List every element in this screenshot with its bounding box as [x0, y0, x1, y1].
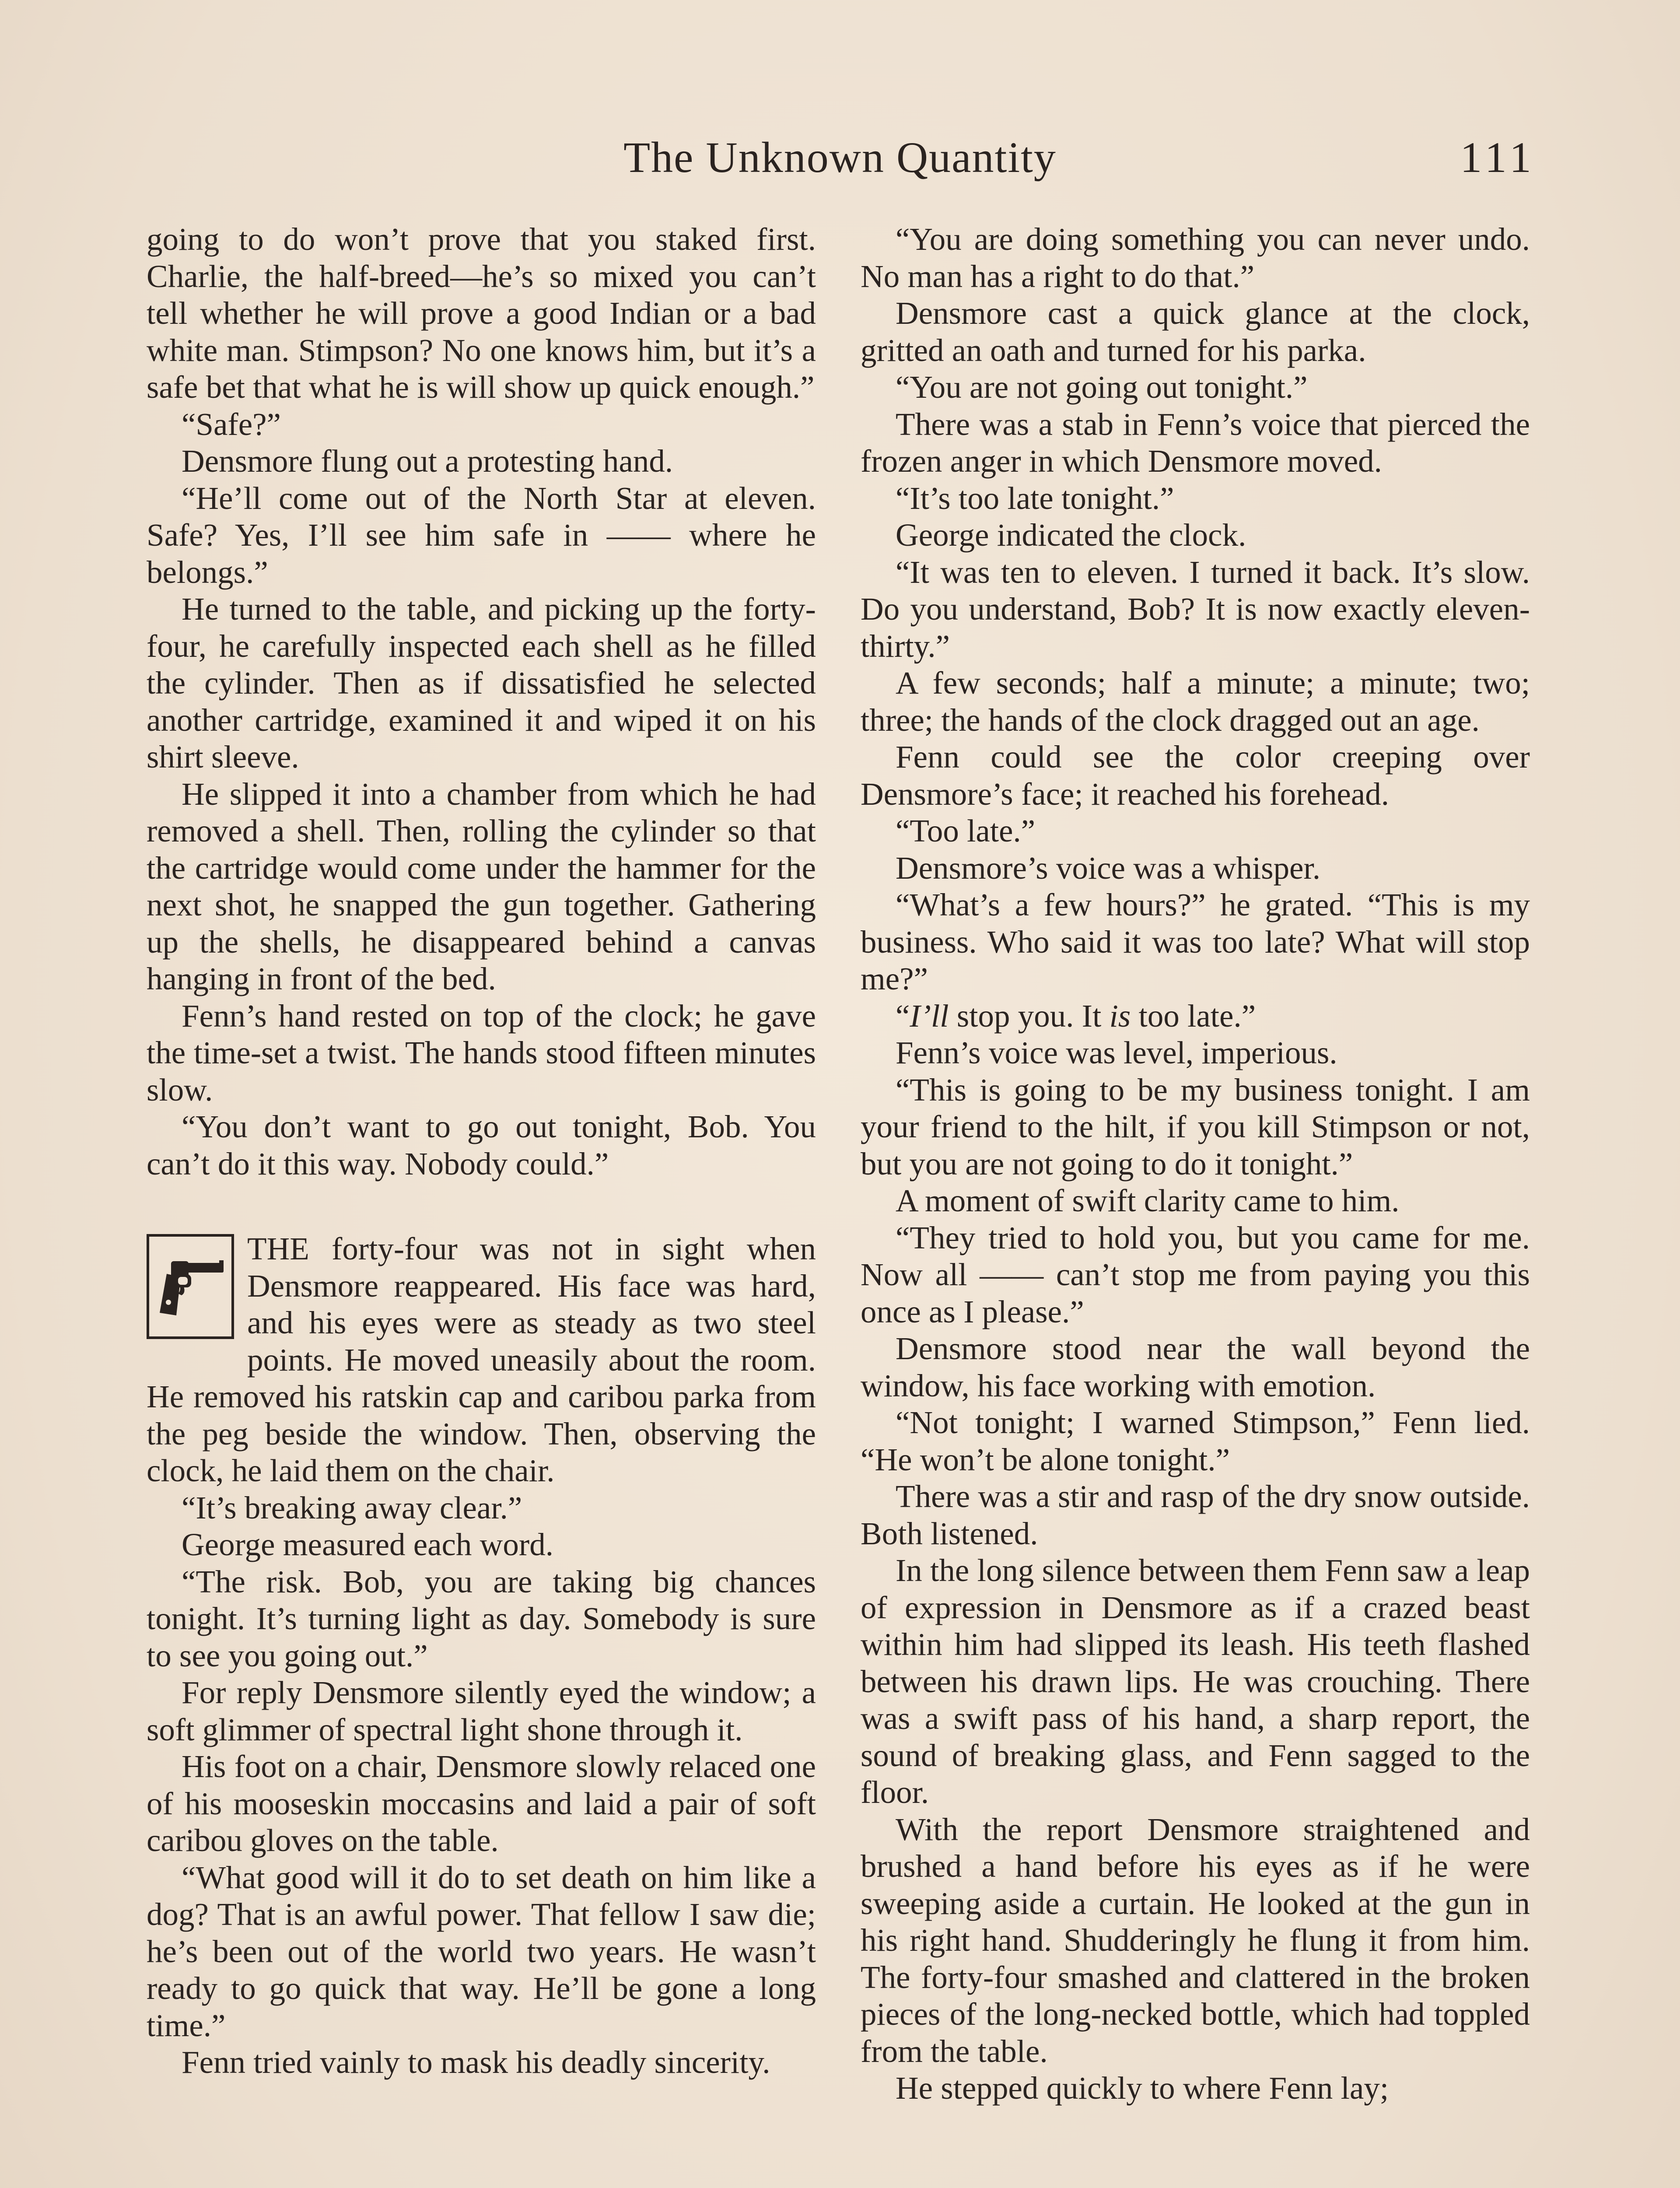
paragraph: [861, 998, 1530, 1035]
paragraph: With the report Densmore straightened and brushed a hand before his eyes as if he were sweeping aside a curtain. He looked at the gun in his right hand. Shudderingly he flung it from him. The forty-four smashed and clattered in the broken pieces of the long-necked bottle, which had toppled from the table.: [861, 1811, 1530, 2069]
paragraph: Densmore flung out a protesting hand.: [182, 443, 673, 479]
paragraph: There was a stir and rasp of the dry snow outside. Both listened.: [861, 1479, 1530, 1551]
paragraph: He stepped quickly to where Fenn lay;: [896, 2070, 1389, 2106]
right-column: [861, 221, 1530, 2188]
paragraph: “It’s breaking away clear.”: [182, 1490, 522, 1525]
paragraph: Fenn’s hand rested on top of the clock; he gave the time-set a twist. The hands stood fifteen minutes slow.: [147, 998, 816, 1108]
paragraph: Fenn’s voice was level, imperious.: [896, 1035, 1337, 1070]
paragraph: George measured each word.: [182, 1527, 553, 1562]
paragraph: “You are not going out tonight.”: [896, 369, 1308, 405]
paragraph: “It was ten to eleven. I turned it back. It’s slow. Do you understand, Bob? It is now exactly eleven-thirty.”: [861, 554, 1530, 664]
paragraph: Densmore stood near the wall beyond the window, his face working with emotion.: [861, 1331, 1530, 1403]
paragraph: “What’s a few hours?” he grated. “This is my business. Who said it was too late? What will stop me?”: [861, 887, 1530, 996]
paragraph: His foot on a chair, Densmore slowly relaced one of his mooseskin moccasins and laid a pair of soft caribou gloves on the table.: [147, 1749, 816, 1858]
paragraph: “You don’t want to go out tonight, Bob. You can’t do it this way. Nobody could.”: [147, 1109, 816, 1182]
paragraph: Fenn tried vainly to mask his deadly sincerity.: [182, 2044, 770, 2080]
page-header: [144, 127, 1536, 188]
ornament-frame: [147, 1234, 234, 1339]
text-run: “: [896, 998, 910, 1034]
paragraph: THE forty-four was not in sight when Densmore reappeared. His face was hard, and his eyes were as steady as two steel points. He moved uneasily about the room. He removed his ratskin cap and caribou parka from the peg beside the window. Then, observing the clock, he laid them on the chair.: [147, 1231, 816, 1488]
paragraph: George indicated the clock.: [896, 517, 1246, 553]
paragraph: “Safe?”: [182, 406, 281, 442]
text-run: too late.”: [1130, 998, 1256, 1034]
paragraph: “This is going to be my business tonight. I am your friend to the hilt, if you kill Stimpson or not, but you are not going to do it tonight.”: [861, 1072, 1530, 1182]
paragraph: He turned to the table, and picking up the forty-four, he carefully inspected each shell as he filled the cylinder. Then as if dissatisfied he selected another cartridge, examined it and wiped it on his shirt sleeve.: [147, 591, 816, 775]
text-run: stop you. It: [948, 998, 1110, 1034]
running-title: The Unknown Quantity: [623, 133, 1057, 182]
paragraph: There was a stab in Fenn’s voice that pierced the frozen anger in which Densmore moved.: [861, 406, 1530, 479]
left-column: [147, 221, 816, 2188]
paragraph: “It’s too late tonight.”: [896, 480, 1174, 516]
paragraph: Fenn could see the color creeping over Densmore’s face; it reached his forehead.: [861, 739, 1530, 812]
paragraph: A moment of swift clarity came to him.: [896, 1183, 1400, 1218]
page-number: 111: [1460, 133, 1536, 182]
italic-run: is: [1109, 998, 1131, 1034]
paragraph: “Too late.”: [896, 813, 1036, 849]
paragraph: He slipped it into a chamber from which he had removed a shell. Then, rolling the cylinder so that the cartridge would come under the hammer for the next shot, he snapped the gun together. Gathering up the shells, he disappeared behind a canvas hanging in front of the bed.: [147, 776, 816, 996]
paragraph: “You are doing something you can never undo. No man has a right to do that.”: [861, 221, 1530, 294]
drop-ornament: [147, 1234, 238, 1343]
paragraph: A few seconds; half a minute; a minute; two; three; the hands of the clock dragged out an age.: [861, 665, 1530, 738]
paragraph: In the long silence between them Fenn saw a leap of expression in Densmore as if a crazed beast within him had slipped its leash. His teeth flashed between his drawn lips. He was crouching. There was a swift pass of his hand, a sharp report, the sound of breaking glass, and Fenn sagged to the floor.: [861, 1553, 1530, 1810]
revolver-icon: [154, 1250, 228, 1324]
paragraph: “They tried to hold you, but you came for me. Now all —— can’t stop me from paying you this once as I please.”: [861, 1220, 1530, 1329]
italic-run: I’ll: [910, 998, 949, 1034]
section-break: [147, 1182, 816, 1231]
paragraph: Densmore cast a quick glance at the clock, gritted an oath and turned for his parka.: [861, 295, 1530, 368]
paragraph: “Not tonight; I warned Stimpson,” Fenn lied. “He won’t be alone tonight.”: [861, 1405, 1530, 1477]
paragraph: For reply Densmore silently eyed the window; a soft glimmer of spectral light shone through it.: [147, 1675, 816, 1747]
paragraph: “What good will it do to set death on him like a dog? That is an awful power. That fellow I saw die; he’s been out of the world two years. He wasn’t ready to go quick that way. He’ll be gone a long time.”: [147, 1859, 816, 2043]
paragraph: going to do won’t prove that you staked first. Charlie, the half-breed—he’s so mixed you can’t tell whether he will prove a good Indian or a bad white man. Stimpson? No one knows him, but it’s a safe bet that what he is will show up quick enough.”: [147, 221, 816, 405]
paragraph: “He’ll come out of the North Star at eleven. Safe? Yes, I’ll see him safe in —— where he belongs.”: [147, 480, 816, 590]
paragraph: Densmore’s voice was a whisper.: [896, 850, 1321, 886]
paragraph: “The risk. Bob, you are taking big chances tonight. It’s turning light as day. Somebody is sure to see you going out.”: [147, 1564, 816, 1673]
